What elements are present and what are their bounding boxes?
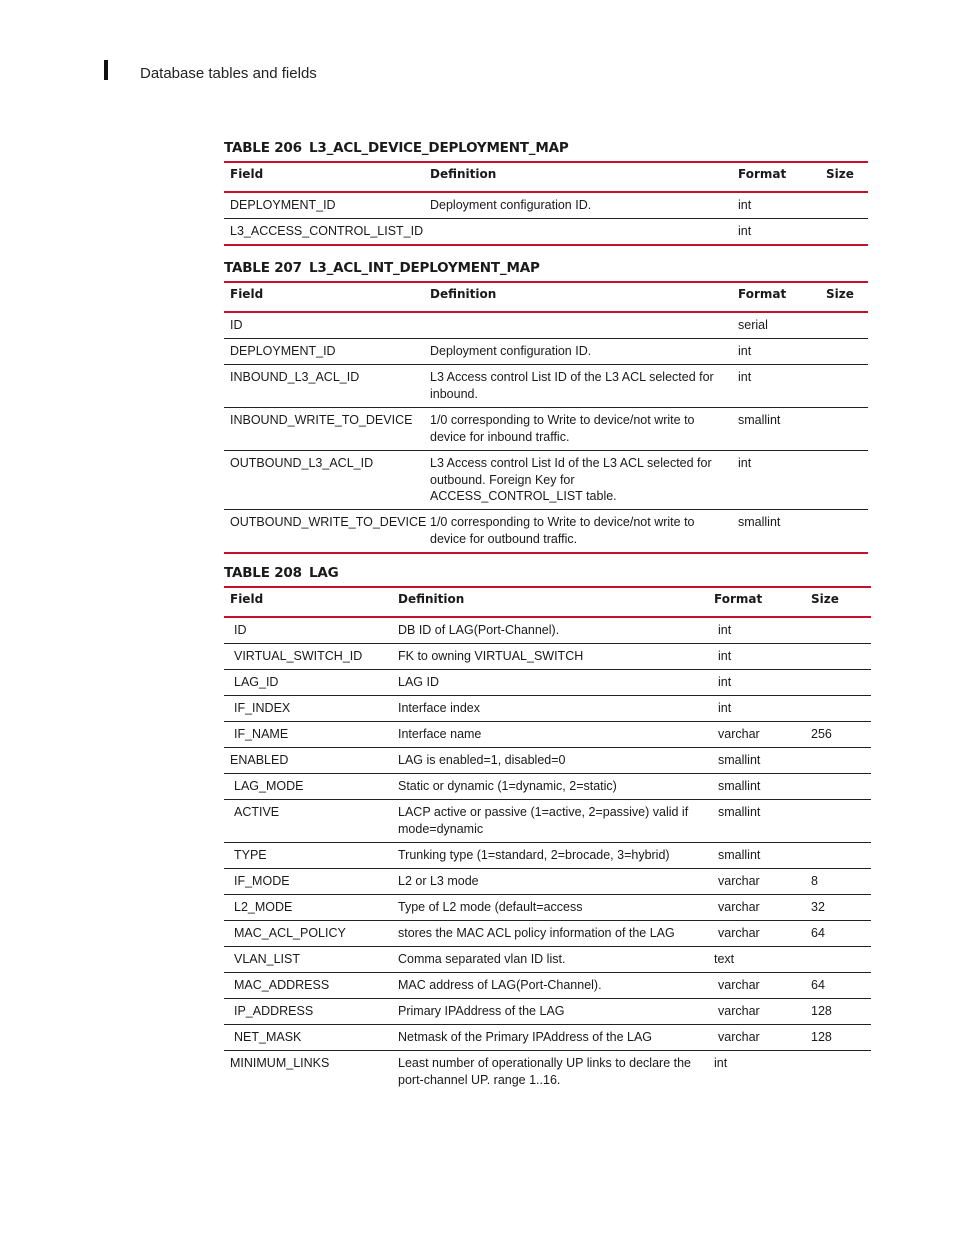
definition-cell — [424, 219, 732, 246]
format-cell: varchar — [708, 1025, 805, 1051]
field-cell: VIRTUAL_SWITCH_ID — [224, 644, 392, 670]
table-row — [224, 999, 871, 1025]
size-cell — [805, 1051, 871, 1094]
header-size: Size — [820, 162, 868, 192]
definition-cell: Interface name — [392, 722, 708, 748]
definition-cell: Comma separated vlan ID list. — [392, 947, 708, 973]
format-cell: serial — [732, 312, 820, 339]
size-cell — [805, 670, 871, 696]
size-cell: 128 — [805, 1025, 871, 1051]
table-caption — [224, 139, 868, 161]
table-name: L3_ACL_INT_DEPLOYMENT_MAP — [309, 260, 540, 276]
field-cell: TYPE — [224, 843, 392, 869]
size-cell — [805, 696, 871, 722]
format-cell: text — [708, 947, 805, 973]
size-cell — [805, 617, 871, 644]
header-row — [224, 587, 871, 617]
definition-cell: Interface index — [392, 696, 708, 722]
field-cell: L3_ACCESS_CONTROL_LIST_ID — [224, 219, 424, 246]
table-number: TABLE 206 — [224, 140, 302, 156]
margin-change-bar — [104, 60, 108, 80]
field-cell: L2_MODE — [224, 895, 392, 921]
table-row — [224, 774, 871, 800]
format-cell: varchar — [708, 869, 805, 895]
table-row — [224, 722, 871, 748]
table-row — [224, 1025, 871, 1051]
format-cell: varchar — [708, 999, 805, 1025]
format-cell: smallint — [708, 748, 805, 774]
format-cell: int — [732, 192, 820, 219]
format-cell: smallint — [708, 800, 805, 843]
running-head: Database tables and fields — [140, 65, 317, 82]
table-row — [224, 365, 868, 408]
data-table — [224, 161, 868, 246]
size-cell — [820, 408, 868, 451]
header-definition: Definition — [392, 587, 708, 617]
size-cell — [805, 774, 871, 800]
field-cell: NET_MASK — [224, 1025, 392, 1051]
table-row — [224, 408, 868, 451]
definition-cell: Deployment configuration ID. — [424, 192, 732, 219]
field-cell: MAC_ADDRESS — [224, 973, 392, 999]
table-row — [224, 617, 871, 644]
field-cell: INBOUND_L3_ACL_ID — [224, 365, 424, 408]
definition-cell: stores the MAC ACL policy information of the LAG — [392, 921, 708, 947]
table-name: LAG — [309, 565, 339, 581]
definition-cell: Type of L2 mode (default=access — [392, 895, 708, 921]
header-field: Field — [224, 282, 424, 312]
definition-cell: LAG ID — [392, 670, 708, 696]
field-cell: ID — [224, 617, 392, 644]
table-row — [224, 843, 871, 869]
definition-cell: 1/0 corresponding to Write to device/not write to device for inbound traffic. — [424, 408, 732, 451]
size-cell — [805, 644, 871, 670]
field-cell: MAC_ACL_POLICY — [224, 921, 392, 947]
table-row — [224, 510, 868, 554]
table-row — [224, 1051, 871, 1094]
size-cell — [805, 800, 871, 843]
size-cell: 128 — [805, 999, 871, 1025]
definition-cell: Static or dynamic (1=dynamic, 2=static) — [392, 774, 708, 800]
size-cell: 64 — [805, 921, 871, 947]
header-format: Format — [732, 162, 820, 192]
format-cell: int — [732, 365, 820, 408]
size-cell: 256 — [805, 722, 871, 748]
table-caption — [224, 259, 868, 281]
size-cell — [820, 312, 868, 339]
format-cell: int — [708, 696, 805, 722]
format-cell: int — [714, 1056, 728, 1070]
definition-cell: Deployment configuration ID. — [424, 339, 732, 365]
definition-cell — [424, 312, 732, 339]
field-cell: OUTBOUND_WRITE_TO_DEVICE — [224, 510, 424, 554]
size-cell: 8 — [805, 869, 871, 895]
size-cell: 32 — [805, 895, 871, 921]
definition-cell: FK to owning VIRTUAL_SWITCH — [392, 644, 708, 670]
size-cell — [805, 748, 871, 774]
data-table — [224, 586, 871, 1093]
header-format: Format — [732, 282, 820, 312]
table-row — [224, 219, 868, 246]
header-field: Field — [224, 587, 392, 617]
field-cell: ID — [224, 312, 424, 339]
definition-cell: Primary IPAddress of the LAG — [392, 999, 708, 1025]
table-row — [224, 748, 871, 774]
definition-cell: Netmask of the Primary IPAddress of the LAG — [392, 1025, 708, 1051]
table-row — [224, 696, 871, 722]
header-format: Format — [708, 587, 805, 617]
table-name: L3_ACL_DEVICE_DEPLOYMENT_MAP — [309, 140, 569, 156]
size-cell — [820, 219, 868, 246]
table-row — [224, 947, 871, 973]
definition-cell: DB ID of LAG(Port-Channel). — [392, 617, 708, 644]
table-row — [224, 895, 871, 921]
size-cell — [820, 510, 868, 554]
field-cell: DEPLOYMENT_ID — [224, 339, 424, 365]
definition-cell: L3 Access control List ID of the L3 ACL selected for inbound. — [424, 365, 732, 408]
field-cell: OUTBOUND_L3_ACL_ID — [224, 451, 424, 510]
format-cell: int — [708, 670, 805, 696]
size-cell: 64 — [805, 973, 871, 999]
definition-cell: 1/0 corresponding to Write to device/not write to device for outbound traffic. — [424, 510, 732, 554]
definition-cell: LAG is enabled=1, disabled=0 — [392, 748, 708, 774]
definition-cell: Least number of operationally UP links to declare the port-channel UP. range 1..16. — [398, 1056, 691, 1087]
field-cell: DEPLOYMENT_ID — [224, 192, 424, 219]
format-cell: smallint — [732, 408, 820, 451]
header-size: Size — [820, 282, 868, 312]
header-row — [224, 162, 868, 192]
format-cell: smallint — [708, 843, 805, 869]
table-row — [224, 339, 868, 365]
field-cell: LAG_ID — [224, 670, 392, 696]
format-cell: int — [708, 644, 805, 670]
table-row — [224, 312, 868, 339]
field-cell: IF_NAME — [224, 722, 392, 748]
format-cell: varchar — [708, 895, 805, 921]
format-cell: smallint — [708, 774, 805, 800]
format-cell: varchar — [708, 973, 805, 999]
size-cell — [805, 843, 871, 869]
table-row — [224, 800, 871, 843]
field-cell: IF_MODE — [224, 869, 392, 895]
format-cell: int — [732, 219, 820, 246]
table-207-block — [224, 259, 868, 554]
field-cell: INBOUND_WRITE_TO_DEVICE — [224, 408, 424, 451]
definition-cell: L3 Access control List Id of the L3 ACL selected for outbound. Foreign Key for ACCESS_CONTROL_LIST table. — [424, 451, 732, 510]
field-cell: MINIMUM_LINKS — [230, 1056, 330, 1070]
size-cell — [820, 451, 868, 510]
field-cell: IP_ADDRESS — [224, 999, 392, 1025]
format-cell: smallint — [732, 510, 820, 554]
format-cell: varchar — [708, 921, 805, 947]
table-208-block — [224, 564, 871, 1093]
table-row — [224, 644, 871, 670]
table-row — [224, 973, 871, 999]
table-caption — [224, 564, 871, 586]
size-cell — [820, 192, 868, 219]
header-definition: Definition — [424, 162, 732, 192]
format-cell: int — [732, 339, 820, 365]
header-size: Size — [805, 587, 871, 617]
field-cell: VLAN_LIST — [224, 947, 392, 973]
size-cell — [820, 339, 868, 365]
header-row — [224, 282, 868, 312]
header-field: Field — [224, 162, 424, 192]
format-cell: int — [708, 617, 805, 644]
definition-cell: MAC address of LAG(Port-Channel). — [392, 973, 708, 999]
definition-cell: LACP active or passive (1=active, 2=passive) valid if mode=dynamic — [392, 800, 708, 843]
data-table — [224, 281, 868, 554]
definition-cell: Trunking type (1=standard, 2=brocade, 3=hybrid) — [392, 843, 708, 869]
format-cell: int — [732, 451, 820, 510]
table-row — [224, 869, 871, 895]
size-cell — [805, 947, 871, 973]
table-number: TABLE 207 — [224, 260, 302, 276]
field-cell: ENABLED — [224, 748, 392, 774]
definition-cell: L2 or L3 mode — [392, 869, 708, 895]
table-row — [224, 192, 868, 219]
table-row — [224, 921, 871, 947]
field-cell: LAG_MODE — [224, 774, 392, 800]
field-cell: IF_INDEX — [224, 696, 392, 722]
table-row — [224, 451, 868, 510]
table-206-block — [224, 139, 868, 246]
table-number: TABLE 208 — [224, 565, 302, 581]
size-cell — [820, 365, 868, 408]
header-definition: Definition — [424, 282, 732, 312]
format-cell: varchar — [708, 722, 805, 748]
table-row — [224, 670, 871, 696]
field-cell: ACTIVE — [224, 800, 392, 843]
